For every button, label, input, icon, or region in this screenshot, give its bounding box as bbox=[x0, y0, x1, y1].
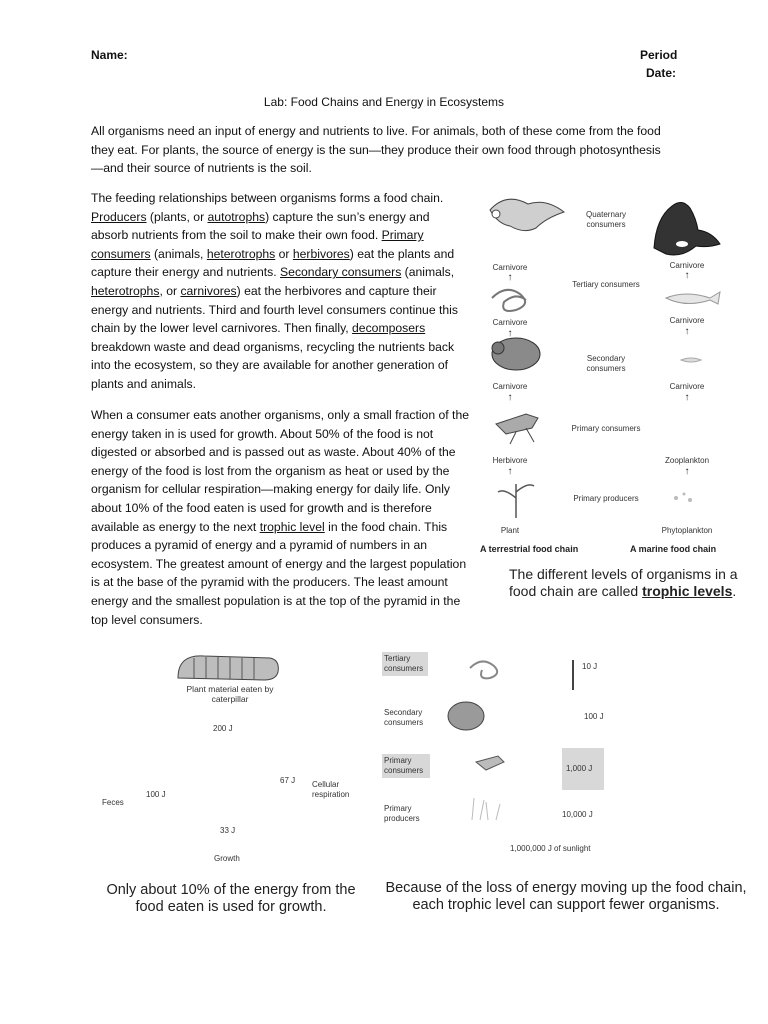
term-primary-consumers: Primary consumers bbox=[91, 228, 424, 261]
pyramid-bar-10 bbox=[572, 660, 574, 690]
quaternary-label: Quaternary consumers bbox=[585, 210, 627, 229]
tertiary-label: Tertiary consumers bbox=[384, 654, 424, 673]
up-arrow-icon: ↑ bbox=[684, 392, 690, 403]
caption-text: The different levels of organisms in a food chain are called bbox=[509, 566, 738, 599]
energy-value: 1,000 J bbox=[566, 764, 593, 773]
right-level-label: Carnivore bbox=[669, 316, 705, 325]
terrestrial-label: A terrestrial food chain bbox=[480, 544, 579, 554]
energy-paragraph bbox=[91, 406, 469, 629]
cellular-respiration-label: Cellular respiration bbox=[312, 780, 350, 799]
text-run: The feeding relationships between organisms forms a food chain. bbox=[91, 191, 444, 205]
caption-text: . bbox=[732, 583, 737, 599]
secondary-label: Secondary consumers bbox=[586, 354, 626, 373]
text-run: (animals, bbox=[150, 246, 207, 261]
energy-value: 100 J bbox=[584, 712, 604, 721]
marine-label: A marine food chain bbox=[630, 544, 717, 554]
text-run: breakdown waste and dead organisms, recycling the nutrients back into the ecosystem, so they are available for another generation of plants and animals. bbox=[91, 339, 455, 391]
caterpillar-energy-figure bbox=[92, 640, 370, 940]
right-level-label: Phytoplankton bbox=[661, 526, 713, 535]
food-chain-caption bbox=[509, 566, 749, 600]
text-run: ) eat the plants and capture their energy and nutrients. bbox=[91, 246, 455, 280]
page-title: Lab: Food Chains and Energy in Ecosystems bbox=[263, 95, 505, 109]
up-arrow-icon: ↑ bbox=[507, 328, 513, 339]
phytoplankton-icon bbox=[674, 493, 692, 503]
term-trophic-level: trophic level bbox=[259, 519, 325, 534]
text-run: in the food chain. This produces a pyramid of energy and a pyramid of numbers in an ecosystem. The greatest amount of energy and the largest population is at the base of the pyramid with the producers. The least amount energy and the smallest population is at the top of the pyramid in the top level consumers. bbox=[91, 519, 467, 627]
energy-value: 33 J bbox=[220, 826, 236, 835]
eagle-icon bbox=[490, 199, 564, 230]
grasshopper-icon bbox=[496, 414, 538, 444]
up-arrow-icon: ↑ bbox=[507, 272, 513, 283]
small-fish-icon bbox=[681, 358, 701, 362]
text-run: , or bbox=[159, 283, 181, 298]
plant-icon bbox=[498, 484, 534, 518]
text-run: (plants, or bbox=[146, 209, 208, 224]
intro-paragraph: All organisms need an input of energy and nutrients to live. For animals, both of these come from the food they eat. For plants, the source of energy is the sun—they produce their own food through photosynthesis—and their source of nutrients is the soil. bbox=[91, 124, 661, 176]
caption-term: trophic levels bbox=[642, 583, 733, 599]
term-producers: Producers bbox=[91, 209, 147, 224]
pyramid-caption: Because of the loss of energy moving up the food chain, each trophic level can support fewer organisms. bbox=[385, 880, 747, 913]
energy-pyramid-figure bbox=[376, 646, 756, 926]
up-arrow-icon: ↑ bbox=[684, 326, 690, 337]
grasshopper-icon bbox=[476, 756, 504, 770]
mouse-icon bbox=[448, 702, 484, 730]
energy-value: 100 J bbox=[146, 790, 166, 799]
term-secondary-consumers: Secondary consumers bbox=[280, 265, 402, 280]
food-chain-paragraph bbox=[91, 189, 469, 394]
sunlight-label: 1,000,000 J of sunlight bbox=[510, 844, 591, 853]
primary-label: Primary consumers bbox=[384, 756, 424, 775]
plant-material-label: Plant material eaten by caterpillar bbox=[186, 684, 274, 704]
feces-label: Feces bbox=[102, 798, 124, 807]
growth-label: Growth bbox=[214, 854, 240, 863]
energy-value: 200 J bbox=[213, 724, 233, 733]
caterpillar-caption: Only about 10% of the energy from the food eaten is used for growth. bbox=[106, 882, 356, 915]
right-level-label: Carnivore bbox=[669, 382, 705, 391]
text-run: (animals, bbox=[401, 265, 455, 280]
term-autotrophs: autotrophs bbox=[207, 209, 266, 224]
left-level-label: Carnivore bbox=[492, 263, 528, 272]
term-heterotrophs: heterotrophs bbox=[206, 246, 276, 261]
snake-icon bbox=[470, 661, 497, 678]
text-run: or bbox=[275, 246, 293, 261]
date-label: Date: bbox=[646, 66, 677, 80]
energy-value: 10 J bbox=[582, 662, 598, 671]
text-run: When a consumer eats another organisms, only a small fraction of the energy taken in is used for growth. About 50% of the food is not digested or absorbed and is passed out as waste. About 40% of the energy of the food is lost from the organism as heat or used by the organism for cellular respiration—making energy for daily life. Only about 10% of the food eaten is used for growth and is therefore available as energy to the next bbox=[91, 408, 469, 534]
orca-icon bbox=[654, 202, 720, 255]
left-level-label: Herbivore bbox=[492, 456, 528, 465]
producers-label: Primary producers bbox=[384, 804, 420, 823]
fish-icon bbox=[666, 292, 720, 304]
term-decomposers: decomposers bbox=[352, 321, 426, 336]
name-label: Name: bbox=[91, 48, 128, 62]
right-level-label: Carnivore bbox=[669, 261, 705, 270]
text-run: ) eat the herbivores and capture their energy and nutrients. Third and fourth level consumers continue this chain by the lower level carnivores. Then finally, bbox=[91, 283, 458, 336]
caterpillar-icon bbox=[174, 648, 284, 684]
snake-icon bbox=[492, 290, 526, 311]
term-carnivores: carnivores bbox=[180, 283, 237, 298]
term-heterotrophs: heterotrophs bbox=[91, 283, 160, 298]
up-arrow-icon: ↑ bbox=[507, 392, 513, 403]
energy-value: 10,000 J bbox=[562, 810, 593, 819]
food-chain-figure bbox=[476, 188, 754, 608]
primary-consumer-label: Primary consumers bbox=[571, 424, 641, 433]
right-level-label: Zooplankton bbox=[664, 456, 710, 465]
secondary-label: Secondary consumers bbox=[384, 708, 424, 727]
pyramid-organisms bbox=[442, 652, 552, 832]
tertiary-label: Tertiary consumers bbox=[572, 280, 640, 289]
term-herbivores: herbivores bbox=[292, 246, 350, 261]
primary-producer-label: Primary producers bbox=[573, 494, 639, 503]
up-arrow-icon: ↑ bbox=[684, 270, 690, 281]
grass-icon bbox=[472, 798, 500, 820]
left-level-label: Plant bbox=[500, 526, 520, 535]
mouse-icon bbox=[492, 338, 540, 370]
left-level-label: Carnivore bbox=[492, 318, 528, 327]
up-arrow-icon: ↑ bbox=[684, 466, 690, 477]
text-run: ) capture the sun’s energy and absorb nutrients from the soil to make their own food. bbox=[91, 209, 430, 243]
up-arrow-icon: ↑ bbox=[507, 466, 513, 477]
energy-value: 67 J bbox=[280, 776, 296, 785]
left-level-label: Carnivore bbox=[492, 382, 528, 391]
period-label: Period bbox=[640, 48, 678, 62]
